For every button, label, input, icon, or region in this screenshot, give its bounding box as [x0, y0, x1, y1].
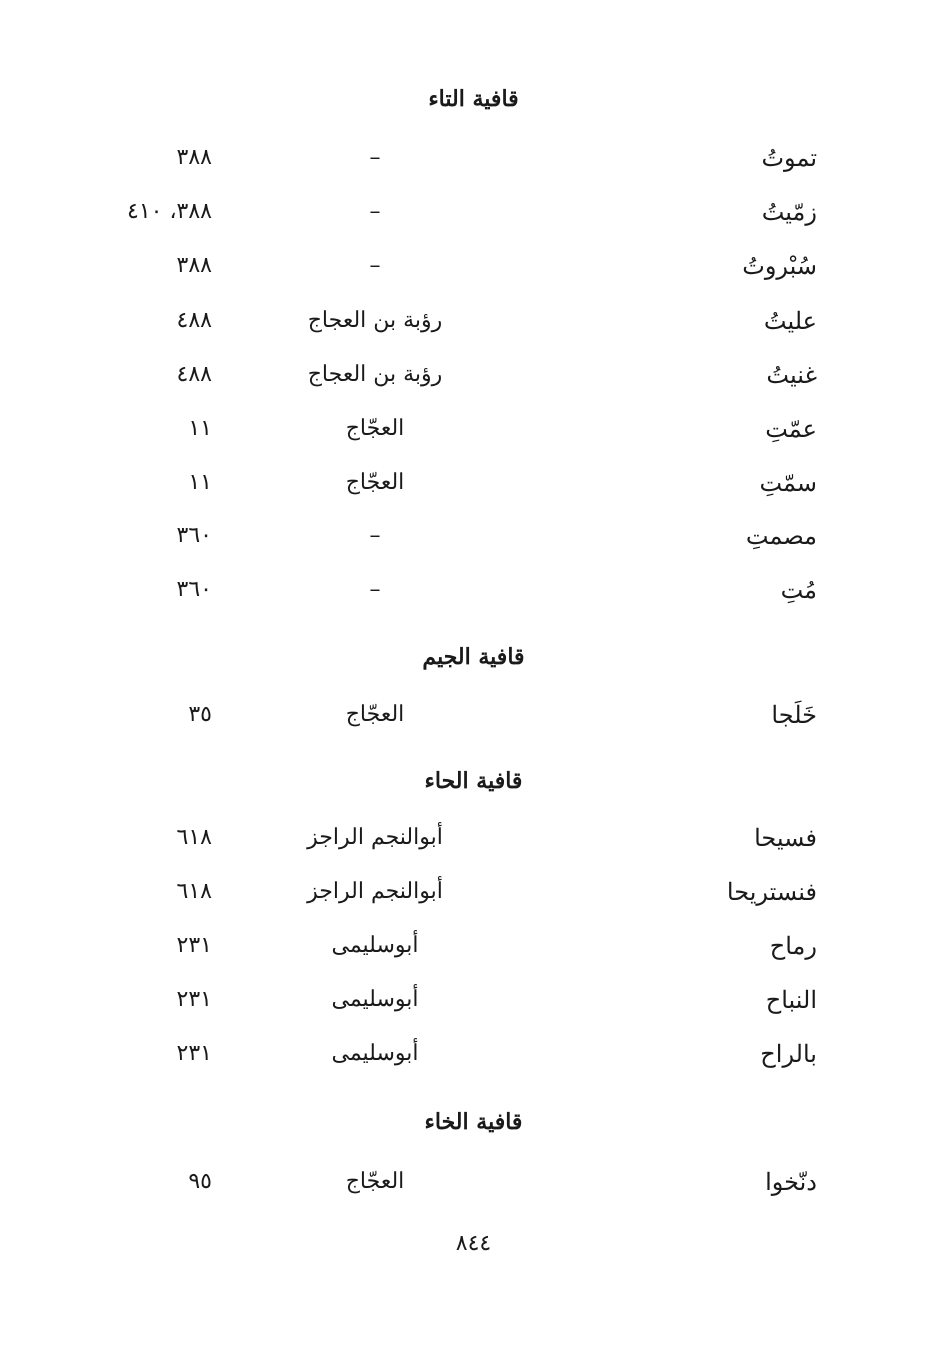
page-reference: ٢٣١: [176, 1041, 212, 1066]
page-reference: ٤٨٨: [176, 308, 212, 333]
poet-name: أبوالنجم الراجز: [307, 825, 443, 850]
page-reference: ٣٦٠: [176, 577, 212, 602]
index-row: [0, 192, 947, 232]
rhyme-word: تموتُ: [761, 144, 817, 172]
poet-name: –: [369, 145, 381, 170]
rhyme-word: فنستريحا: [726, 878, 817, 906]
section-heading-jeem: قافية الجيم: [422, 644, 525, 670]
poet-name: العجّاج: [345, 416, 405, 441]
poet-name: العجّاج: [345, 702, 405, 727]
poet-name: رؤبة بن العجاج: [307, 362, 443, 387]
page-reference: ١١: [188, 416, 212, 441]
poet-name: أبوالنجم الراجز: [307, 879, 443, 904]
rhyme-word: غنيتُ: [766, 361, 817, 389]
section-heading-taa: قافية التاء: [428, 86, 519, 112]
page-number: ٨٤٤: [455, 1231, 492, 1256]
index-row: [0, 818, 947, 858]
poet-name: أبوسليمى: [331, 987, 419, 1012]
index-row: [0, 301, 947, 341]
index-row: [0, 695, 947, 735]
page-reference: ٣٥: [188, 702, 212, 727]
rhyme-word: زمّيتُ: [761, 198, 817, 226]
rhyme-word: عليتُ: [763, 307, 817, 335]
page-reference: ٣٨٨: [176, 145, 212, 170]
page-reference: ٢٣١: [176, 933, 212, 958]
page-reference: ٦١٨: [176, 825, 212, 850]
page-reference: ٤٨٨: [176, 362, 212, 387]
index-row: [0, 1034, 947, 1074]
index-row: [0, 1162, 947, 1202]
page-reference: ٢٣١: [176, 987, 212, 1012]
rhyme-word: دنّخوا: [765, 1168, 817, 1196]
rhyme-word: بالراح: [760, 1040, 817, 1068]
index-row: [0, 409, 947, 449]
poet-name: –: [369, 199, 381, 224]
page-reference: ٩٥: [188, 1169, 212, 1194]
poet-name: أبوسليمى: [331, 933, 419, 958]
poet-name: رؤبة بن العجاج: [307, 308, 443, 333]
poet-name: –: [369, 523, 381, 548]
rhyme-word: عمّتِ: [765, 415, 817, 443]
rhyme-word: سُبْروتُ: [742, 252, 817, 280]
rhyme-word: سمّتِ: [759, 469, 817, 497]
page-reference: ٣٦٠: [176, 523, 212, 548]
poet-name: –: [369, 253, 381, 278]
poet-name: أبوسليمى: [331, 1041, 419, 1066]
index-row: [0, 463, 947, 503]
index-row: [0, 570, 947, 610]
poet-name: العجّاج: [345, 1169, 405, 1194]
page-reference: ٣٨٨: [176, 253, 212, 278]
index-row: [0, 516, 947, 556]
index-row: [0, 980, 947, 1020]
rhyme-word: خَلَجا: [771, 701, 817, 729]
page-reference: ٣٨٨، ٤١٠: [127, 199, 212, 224]
rhyme-word: مصمتِ: [745, 522, 817, 550]
poet-name: –: [369, 577, 381, 602]
index-row: [0, 246, 947, 286]
index-row: [0, 926, 947, 966]
rhyme-word: النباح: [765, 986, 817, 1014]
page-reference: ١١: [188, 470, 212, 495]
index-row: [0, 138, 947, 178]
rhyme-word: مُتِ: [780, 576, 817, 604]
poet-name: العجّاج: [345, 470, 405, 495]
section-heading-haa: قافية الحاء: [424, 768, 523, 794]
index-row: [0, 355, 947, 395]
section-heading-khaa: قافية الخاء: [424, 1109, 523, 1135]
rhyme-word: فسيحا: [754, 824, 817, 852]
index-row: [0, 872, 947, 912]
rhyme-word: رماح: [769, 932, 817, 960]
page-reference: ٦١٨: [176, 879, 212, 904]
